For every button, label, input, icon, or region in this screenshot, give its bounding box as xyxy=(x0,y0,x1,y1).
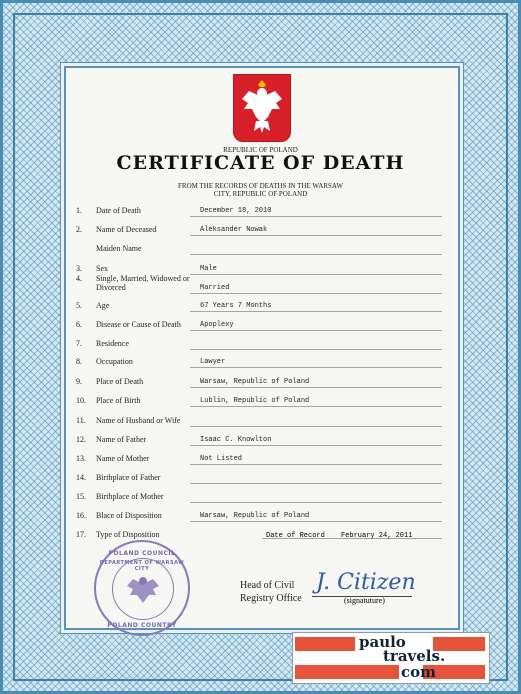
field-value: Married xyxy=(200,284,230,292)
signature-title-line-2: Registry Office xyxy=(240,593,302,604)
field-line xyxy=(190,464,442,465)
field-value: 67 Years 7 Months xyxy=(200,302,272,310)
field-label: Occupation xyxy=(96,357,133,366)
field-row xyxy=(0,473,521,489)
field-value: Male xyxy=(200,265,217,273)
field-row xyxy=(0,416,521,432)
field-label: Place of Death xyxy=(96,377,144,386)
field-line xyxy=(190,254,442,255)
field-line xyxy=(190,349,442,350)
field-number: 15. xyxy=(76,492,86,501)
field-label: Name of Deceased xyxy=(96,225,157,234)
white-eagle-icon xyxy=(234,75,290,141)
field-number: 11. xyxy=(76,416,86,425)
field-number: 2. xyxy=(76,225,82,234)
field-label: Single, Married, Widowed or Divorced xyxy=(96,274,190,292)
field-row xyxy=(0,511,521,527)
date-of-record-label: Date of Record xyxy=(266,532,325,540)
polish-eagle-emblem xyxy=(233,74,291,142)
field-line xyxy=(190,445,442,446)
field-value: Isaac C. Knowlton xyxy=(200,436,272,444)
field-row xyxy=(0,530,521,546)
field-line xyxy=(190,330,442,331)
field-value: Lawyer xyxy=(200,358,226,366)
field-number: 16. xyxy=(76,511,86,520)
field-label: Birthplace of Father xyxy=(96,473,161,482)
field-row xyxy=(0,274,521,290)
field-label: Place of Birth xyxy=(96,396,141,405)
field-row xyxy=(0,320,521,336)
field-line xyxy=(190,367,442,368)
field-number: 6. xyxy=(76,320,82,329)
field-number: 8. xyxy=(76,357,82,366)
field-row xyxy=(0,377,521,393)
signature-title-line-1: Head of Civil xyxy=(240,580,295,591)
field-number: 5. xyxy=(76,301,82,310)
field-label: Age xyxy=(96,301,110,310)
field-row xyxy=(0,339,521,355)
field-line xyxy=(190,311,442,312)
seal-bottom-text: POLAND COUNTRY xyxy=(107,622,177,629)
field-line xyxy=(190,293,442,294)
field-number: 4. xyxy=(76,274,82,283)
field-number: 9. xyxy=(76,377,82,386)
watermark-bar-2 xyxy=(295,665,399,679)
official-seal-stamp xyxy=(94,540,190,636)
handwritten-signature: J. Citizen xyxy=(316,570,416,595)
field-line xyxy=(190,216,442,217)
seal-middle-text: DEPARTMENT OF WARSAW CITY xyxy=(99,560,185,572)
field-value: Lublin, Republic of Poland xyxy=(200,397,310,405)
date-of-record-value: February 24, 2011 xyxy=(341,532,413,540)
watermark-text-2: travels. xyxy=(383,647,446,665)
watermark-bar-1 xyxy=(295,637,355,651)
field-line xyxy=(190,426,442,427)
field-row xyxy=(0,301,521,317)
watermark-text-1: paulo xyxy=(359,633,406,651)
field-label: Birthplace of Mother xyxy=(96,492,164,501)
field-number: 10. xyxy=(76,396,86,405)
field-value: Warsaw, Republic of Poland xyxy=(200,512,310,520)
field-number: 13. xyxy=(76,454,86,463)
field-label: Name of Mother xyxy=(96,454,150,463)
field-line xyxy=(190,483,442,484)
field-number: 17. xyxy=(76,530,86,539)
country-header: REPUBLIC OF POLAND xyxy=(223,146,298,154)
field-label: Name of Husband or Wife xyxy=(96,416,181,425)
field-line xyxy=(190,502,442,503)
field-row xyxy=(0,225,521,241)
field-row xyxy=(0,435,521,451)
subtitle-line-2: CITY, REPUBLIC OF POLAND xyxy=(213,190,308,198)
seal-inner-ring xyxy=(112,558,174,620)
seal-eagle-icon xyxy=(113,559,173,619)
field-row xyxy=(0,244,521,260)
field-label: Blace of Disposition xyxy=(96,511,162,520)
field-row xyxy=(0,206,521,222)
field-label: Date of Death xyxy=(96,206,141,215)
certificate-title: CERTIFICATE OF DEATH xyxy=(116,152,405,174)
field-label: Sex xyxy=(96,264,108,273)
field-value: Not Listed xyxy=(200,455,243,463)
field-number: 3. xyxy=(76,264,82,273)
field-line xyxy=(190,387,442,388)
field-label: Disease or Cause of Death xyxy=(96,320,181,329)
field-value: December 18, 2010 xyxy=(200,207,272,215)
field-line xyxy=(190,406,442,407)
field-label: Maiden Name xyxy=(96,244,142,253)
field-value: Warsaw, Republic of Poland xyxy=(200,378,310,386)
field-row xyxy=(0,492,521,508)
field-label: Residence xyxy=(96,339,129,348)
field-label: Type of Disposition xyxy=(96,530,160,539)
field-line xyxy=(190,235,442,236)
watermark-text-3: com xyxy=(401,663,437,681)
field-label: Name of Father xyxy=(96,435,147,444)
field-number: 1. xyxy=(76,206,82,215)
seal-top-text: POLAND COUNCIL xyxy=(108,550,176,557)
subtitle-line-1: FROM THE RECORDS OF DEATHS IN THE WARSAW xyxy=(178,182,343,190)
field-row xyxy=(0,357,521,373)
signature-caption: (signatuture) xyxy=(344,596,385,605)
field-value: Apoplexy xyxy=(200,321,234,329)
field-row xyxy=(0,396,521,412)
field-number: 7. xyxy=(76,339,82,348)
field-row xyxy=(0,454,521,470)
field-value: Aleksander Nowak xyxy=(200,226,268,234)
field-number: 14. xyxy=(76,473,86,482)
paulotravels-watermark xyxy=(292,632,490,684)
field-line xyxy=(190,521,442,522)
field-number: 12. xyxy=(76,435,86,444)
